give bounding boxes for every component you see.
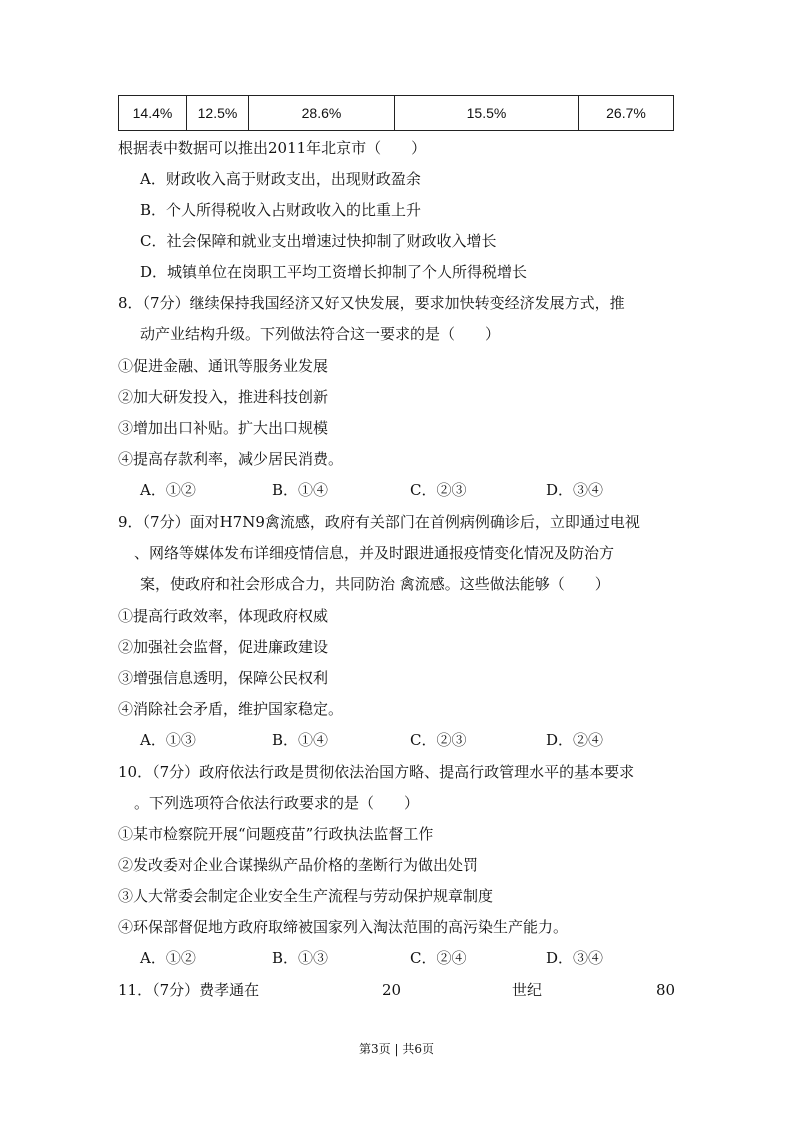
q8-choices	[0, 480, 793, 500]
q9-choice-a: A．①③	[140, 731, 196, 749]
q8-item-2: ②加大研发投入，推进科技创新	[118, 388, 329, 406]
table-cell: 12.5%	[187, 96, 249, 130]
q10-item-2: ②发改委对企业合谋操纵产品价格的垄断行为做出处罚	[118, 856, 479, 874]
q8-stem-line2: 动产业结构升级。下列做法符合这一要求的是（ ）	[140, 325, 501, 343]
q7-option-c: C．社会保障和就业支出增速过快抑制了财政收入增长	[140, 232, 497, 250]
q9-stem-line3: 案，使政府和社会形成合力，共同防治 禽流感。这些做法能够（ ）	[140, 575, 610, 593]
table-cell: 26.7%	[606, 105, 646, 121]
data-table	[118, 95, 674, 131]
q9-choice-c: C．②③	[410, 731, 467, 749]
q8-item-1: ①促进金融、通讯等服务业发展	[118, 357, 329, 375]
q10-stem-line1: 10．（7分）政府依法行政是贯彻依法治国方略、提高行政管理水平的基本要求	[118, 763, 635, 781]
q10-item-1: ①某市检察院开展“问题疫苗”行政执法监督工作	[118, 825, 434, 843]
table-cell: 14.4%	[119, 96, 187, 130]
q7-stem: 根据表中数据可以推出2011年北京市（ ）	[118, 139, 427, 157]
q7-option-a: A．财政收入高于财政支出，出现财政盈余	[140, 170, 421, 188]
page-footer: 第3页 | 共6页	[359, 1042, 434, 1056]
q7-option-d: D．城镇单位在岗职工平均工资增长抑制了个人所得税增长	[140, 263, 528, 281]
q9-stem-line1: 9．（7分）面对H7N9禽流感，政府有关部门在首例病例确诊后，立即通过电视	[118, 513, 640, 531]
q9-item-4: ④消除社会矛盾，维护国家稳定。	[118, 700, 344, 718]
q8-stem-line1: 8．（7分）继续保持我国经济又好又快发展，要求加快转变经济发展方式，推	[118, 294, 625, 312]
q11-part-2: 20	[382, 981, 402, 999]
q9-item-3: ③增强信息透明，保障公民权利	[118, 669, 329, 687]
q8-item-3: ③增加出口补贴。扩大出口规模	[118, 419, 329, 437]
table-cell: 15.5%	[395, 96, 579, 130]
q10-item-4: ④环保部督促地方政府取缔被国家列入淘汰范围的高污染生产能力。	[118, 918, 569, 936]
q8-choice-c: C．②③	[410, 481, 467, 499]
q7-option-b: B．个人所得税收入占财政收入的比重上升	[140, 201, 422, 219]
q9-stem-line2: 、网络等媒体发布详细疫情信息，并及时跟进通报疫情变化情况及防治方	[134, 544, 615, 562]
q11-part-3: 世纪	[512, 981, 543, 999]
q10-choice-b: B．①③	[272, 949, 329, 967]
q10-stem-line2: 。下列选项符合依法行政要求的是（ ）	[134, 794, 420, 812]
q10-choice-c: C．②④	[410, 949, 467, 967]
q10-choice-d: D．③④	[546, 949, 604, 967]
q9-choice-b: B．①④	[272, 731, 329, 749]
q11-part-1: 11．（7分）费孝通在	[118, 981, 260, 999]
q8-choice-d: D．③④	[546, 481, 604, 499]
q9-choices	[0, 730, 793, 750]
q9-choice-d: D．②④	[546, 731, 604, 749]
q10-choice-a: A．①②	[140, 949, 196, 967]
table-cell: 28.6%	[249, 96, 395, 130]
q9-item-2: ②加强社会监督，促进廉政建设	[118, 638, 329, 656]
q10-choices	[0, 948, 793, 968]
q8-choice-b: B．①④	[272, 481, 329, 499]
q8-choice-a: A．①②	[140, 481, 196, 499]
q11-stem	[0, 980, 793, 1000]
q10-item-3: ③人大常委会制定企业安全生产流程与劳动保护规章制度	[118, 887, 494, 905]
q9-item-1: ①提高行政效率，体现政府权威	[118, 607, 329, 625]
q8-item-4: ④提高存款利率，减少居民消费。	[118, 450, 344, 468]
q11-part-4: 80	[656, 981, 676, 999]
